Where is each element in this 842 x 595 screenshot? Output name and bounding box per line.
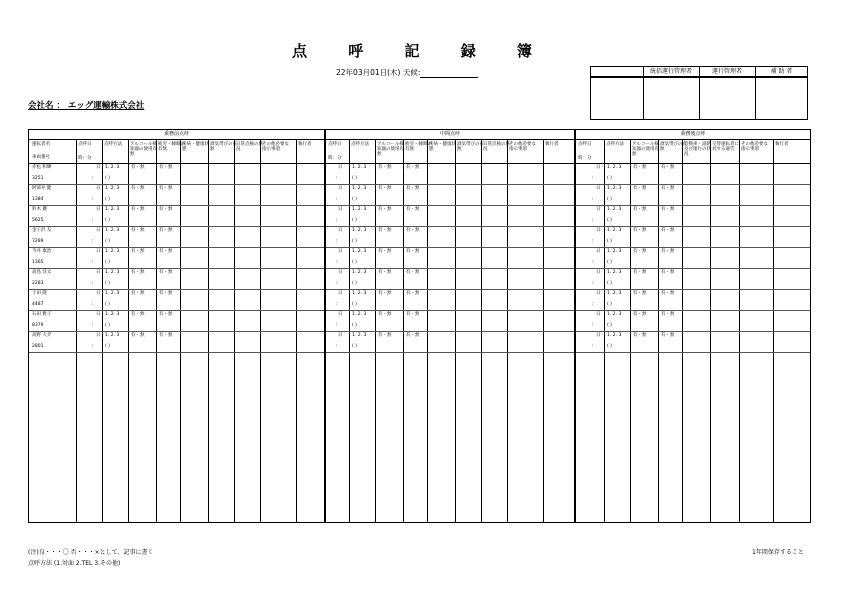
row-line — [29, 310, 324, 311]
footer-retention: 1年間保存すること — [752, 549, 804, 556]
row-line — [29, 352, 324, 353]
time-colon: : — [92, 239, 94, 244]
alcohol-yesno: 有・無 — [378, 291, 392, 296]
row-line — [326, 247, 574, 248]
method-options: 1. 2. 3 — [607, 333, 622, 338]
condition-yesno: 有・無 — [406, 249, 420, 254]
method-other-paren: ( ) — [607, 281, 612, 286]
row-line — [576, 352, 810, 353]
method-options: 1. 2. 3 — [105, 291, 120, 296]
company-name: 会社名 ： エッグ運輸株式会社 — [28, 101, 145, 111]
method-other-paren: ( ) — [352, 323, 357, 328]
method-options: 1. 2. 3 — [607, 312, 622, 317]
method-other-paren: ( ) — [105, 218, 110, 223]
date-mark: 日 — [96, 333, 101, 338]
condition-yesno: 有・無 — [661, 165, 675, 170]
alcohol-yesno: 有・無 — [378, 312, 392, 317]
method-other-paren: ( ) — [105, 344, 110, 349]
date-mark: 日 — [596, 270, 601, 275]
condition-yesno: 有・無 — [406, 186, 420, 191]
date-mark: 日 — [96, 207, 101, 212]
driver-vehicle: 2283 — [32, 281, 44, 286]
method-options: 1. 2. 3 — [105, 228, 120, 233]
time-colon: : — [336, 281, 338, 286]
column-header: 酒気帯びの有無 — [660, 142, 687, 152]
method-options: 1. 2. 3 — [607, 165, 622, 170]
date-mark: 日 — [96, 228, 101, 233]
date-mark: 日 — [596, 312, 601, 317]
approval-header-blank — [591, 67, 643, 77]
row-line — [576, 184, 810, 185]
method-other-paren: ( ) — [105, 176, 110, 181]
driver-vehicle: 3251 — [32, 176, 44, 181]
driver-vehicle: 5625 — [32, 218, 44, 223]
method-other-paren: ( ) — [105, 239, 110, 244]
approval-divider — [643, 67, 644, 119]
date-mark: 日 — [338, 249, 343, 254]
section-title: 乗務前点呼 — [29, 130, 324, 140]
alcohol-yesno: 有・無 — [378, 165, 392, 170]
row-line — [29, 331, 324, 332]
footer-note-marks: (注)良・・・〇 否・・・×として、記事に書く — [28, 549, 154, 556]
condition-yesno: 有・無 — [159, 165, 173, 170]
column-header: 点呼方法 — [351, 142, 369, 147]
method-options: 1. 2. 3 — [352, 291, 367, 296]
method-other-paren: ( ) — [607, 239, 612, 244]
section-block-2 — [575, 129, 811, 523]
date-mark: 日 — [96, 186, 101, 191]
condition-yesno: 有・無 — [661, 207, 675, 212]
approval-header-chief: 統括運行管理者 — [643, 67, 699, 77]
column-header: 自動車・道路及び運行の状況 — [684, 142, 711, 157]
document-title: 点 呼 記 録 簿 — [292, 42, 550, 60]
alcohol-yesno: 有・無 — [131, 312, 145, 317]
date-mark: 日 — [596, 333, 601, 338]
method-options: 1. 2. 3 — [352, 312, 367, 317]
time-colon: : — [336, 323, 338, 328]
method-options: 1. 2. 3 — [607, 228, 622, 233]
approval-divider — [755, 67, 756, 119]
condition-yesno: 有・無 — [406, 228, 420, 233]
approval-header-manager: 運行管理者 — [699, 67, 755, 77]
time-colon: : — [336, 239, 338, 244]
time-colon: : — [592, 281, 594, 286]
column-header: 執行者 — [545, 142, 559, 147]
alcohol-yesno: 有・無 — [378, 333, 392, 338]
section-title: 中間点呼 — [326, 130, 574, 140]
section-title: 乗務後点呼 — [576, 130, 810, 140]
driver-vehicle: 1365 — [32, 260, 44, 265]
date-mark: 日 — [338, 186, 343, 191]
alcohol-yesno: 有・無 — [131, 207, 145, 212]
time-colon: : — [592, 323, 594, 328]
date-mark: 日 — [96, 312, 101, 317]
column-header: 酒気帯びの有無 — [210, 142, 237, 152]
condition-yesno: 有・無 — [159, 291, 173, 296]
condition-yesno: 有・無 — [159, 270, 173, 275]
date-mark: 日 — [338, 228, 343, 233]
time-colon: : — [92, 176, 94, 181]
condition-yesno: 有・無 — [406, 270, 420, 275]
driver-name: 今井 康治 — [32, 249, 52, 254]
date-weather-line — [336, 67, 478, 78]
column-header: 疲労・睡眠の有無 — [405, 142, 432, 152]
method-options: 1. 2. 3 — [607, 270, 622, 275]
alcohol-yesno: 有・無 — [633, 291, 647, 296]
condition-yesno: 有・無 — [159, 249, 173, 254]
column-header: 日常点検の状況 — [483, 142, 510, 152]
condition-yesno: 有・無 — [661, 333, 675, 338]
condition-yesno: 有・無 — [159, 228, 173, 233]
column-header: その他必要な指示事項 — [262, 142, 289, 152]
condition-yesno: 有・無 — [159, 312, 173, 317]
date-mark: 日 — [338, 333, 343, 338]
method-other-paren: ( ) — [352, 239, 357, 244]
alcohol-yesno: 有・無 — [633, 165, 647, 170]
row-line — [576, 226, 810, 227]
date-mark: 日 — [338, 165, 343, 170]
date-mark: 日 — [596, 186, 601, 191]
row-line — [326, 310, 574, 311]
driver-name: 高島 洋太 — [32, 270, 52, 275]
method-other-paren: ( ) — [105, 323, 110, 328]
driver-name: 金子沢 友 — [32, 228, 52, 233]
date-mark: 日 — [596, 165, 601, 170]
method-other-paren: ( ) — [105, 260, 110, 265]
alcohol-yesno: 有・無 — [378, 249, 392, 254]
header-bottom-line — [29, 163, 324, 164]
alcohol-yesno: 有・無 — [633, 186, 647, 191]
method-options: 1. 2. 3 — [607, 207, 622, 212]
column-header: 交替運転者に対する通告 — [712, 142, 739, 152]
alcohol-yesno: 有・無 — [378, 186, 392, 191]
column-header: 疲労・睡眠の有無 — [158, 142, 185, 152]
column-header: アルコール検知器の使用有無 — [130, 142, 157, 157]
header-bottom-line — [576, 163, 810, 164]
date-mark: 日 — [96, 249, 101, 254]
alcohol-yesno: 有・無 — [378, 228, 392, 233]
date-mark: 日 — [338, 312, 343, 317]
method-options: 1. 2. 3 — [105, 312, 120, 317]
method-other-paren: ( ) — [105, 281, 110, 286]
row-line — [29, 184, 324, 185]
column-header: その他必要な指示事項 — [741, 142, 768, 152]
date-mark: 日 — [96, 270, 101, 275]
row-line — [326, 268, 574, 269]
driver-vehicle: 2801 — [32, 344, 44, 349]
condition-yesno: 有・無 — [661, 291, 675, 296]
condition-yesno: 有・無 — [159, 207, 173, 212]
method-other-paren: ( ) — [352, 218, 357, 223]
row-line — [326, 289, 574, 290]
footer-note-methods: 点呼方法 (1.対面 2.TEL 3.その他) — [28, 560, 121, 567]
date-mark: 日 — [96, 291, 101, 296]
column-header: 執行者 — [298, 142, 312, 147]
column-header: 執行者 — [775, 142, 789, 147]
condition-yesno: 有・無 — [661, 186, 675, 191]
time-colon: : — [592, 176, 594, 181]
condition-yesno: 有・無 — [661, 312, 675, 317]
method-options: 1. 2. 3 — [105, 270, 120, 275]
time-header: 時：分 — [78, 156, 92, 161]
row-line — [326, 226, 574, 227]
driver-name: 鈴木 優 — [32, 207, 47, 212]
method-options: 1. 2. 3 — [105, 249, 120, 254]
time-colon: : — [336, 197, 338, 202]
method-options: 1. 2. 3 — [607, 249, 622, 254]
time-colon: : — [336, 344, 338, 349]
alcohol-yesno: 有・無 — [131, 270, 145, 275]
alcohol-yesno: 有・無 — [131, 228, 145, 233]
method-other-paren: ( ) — [607, 323, 612, 328]
method-options: 1. 2. 3 — [607, 291, 622, 296]
approval-box — [590, 66, 808, 120]
alcohol-yesno: 有・無 — [633, 312, 647, 317]
condition-yesno: 有・無 — [159, 333, 173, 338]
alcohol-yesno: 有・無 — [131, 291, 145, 296]
method-options: 1. 2. 3 — [352, 270, 367, 275]
date-mark: 日 — [596, 228, 601, 233]
weather-blank[interactable] — [420, 69, 478, 78]
driver-vehicle: 8379 — [32, 323, 44, 328]
method-other-paren: ( ) — [352, 260, 357, 265]
condition-yesno: 有・無 — [159, 186, 173, 191]
method-options: 1. 2. 3 — [105, 186, 120, 191]
alcohol-yesno: 有・無 — [633, 333, 647, 338]
condition-yesno: 有・無 — [406, 333, 420, 338]
date-mark: 日 — [596, 291, 601, 296]
date-mark: 日 — [338, 270, 343, 275]
alcohol-yesno: 有・無 — [131, 249, 145, 254]
method-options: 1. 2. 3 — [352, 186, 367, 191]
date-mark: 日 — [596, 207, 601, 212]
alcohol-yesno: 有・無 — [131, 186, 145, 191]
driver-header-vehicle: 車両番号 — [32, 155, 50, 160]
method-options: 1. 2. 3 — [105, 207, 120, 212]
method-options: 1. 2. 3 — [352, 228, 367, 233]
condition-yesno: 有・無 — [661, 270, 675, 275]
row-line — [326, 331, 574, 332]
row-line — [326, 352, 574, 353]
driver-name: 石田 雅子 — [32, 312, 52, 317]
header-bottom-line — [326, 163, 574, 164]
condition-yesno: 有・無 — [661, 228, 675, 233]
row-line — [326, 184, 574, 185]
row-line — [576, 268, 810, 269]
method-other-paren: ( ) — [352, 302, 357, 307]
alcohol-yesno: 有・無 — [633, 228, 647, 233]
time-colon: : — [336, 176, 338, 181]
date-weather-text: 22年03月01日(木) 天候: — [336, 68, 421, 77]
column-header: 点呼方法 — [606, 142, 624, 147]
date-mark: 日 — [96, 165, 101, 170]
method-other-paren: ( ) — [105, 197, 110, 202]
time-header: 時：分 — [578, 156, 592, 161]
column-header: 酒気帯びの有無 — [457, 142, 484, 152]
time-colon: : — [92, 281, 94, 286]
alcohol-yesno: 有・無 — [633, 249, 647, 254]
method-other-paren: ( ) — [352, 176, 357, 181]
time-colon: : — [92, 260, 94, 265]
row-line — [576, 310, 810, 311]
date-mark: 日 — [596, 249, 601, 254]
time-colon: : — [92, 344, 94, 349]
driver-vehicle: 7289 — [32, 239, 44, 244]
row-line — [576, 331, 810, 332]
approval-header-assistant: 補 助 者 — [755, 67, 808, 77]
column-header: 点呼日 — [328, 142, 342, 147]
approval-divider — [699, 67, 700, 119]
time-colon: : — [92, 323, 94, 328]
driver-vehicle: 4487 — [32, 302, 44, 307]
method-other-paren: ( ) — [607, 176, 612, 181]
approval-header-line — [591, 77, 807, 78]
method-options: 1. 2. 3 — [105, 165, 120, 170]
method-options: 1. 2. 3 — [105, 333, 120, 338]
row-line — [29, 226, 324, 227]
driver-name: 高野 大介 — [32, 333, 52, 338]
time-colon: : — [336, 302, 338, 307]
driver-name: 阿部井 健 — [32, 186, 52, 191]
method-other-paren: ( ) — [607, 302, 612, 307]
column-header: 日常点検の状況 — [236, 142, 263, 152]
alcohol-yesno: 有・無 — [131, 333, 145, 338]
time-colon: : — [336, 218, 338, 223]
column-header: アルコール検知器の使用有無 — [377, 142, 404, 157]
column-header: その他必要な指示事項 — [509, 142, 536, 152]
column-header: 点呼方法 — [104, 142, 122, 147]
alcohol-yesno: 有・無 — [633, 207, 647, 212]
condition-yesno: 有・無 — [661, 249, 675, 254]
row-line — [576, 205, 810, 206]
alcohol-yesno: 有・無 — [378, 270, 392, 275]
time-colon: : — [592, 302, 594, 307]
method-options: 1. 2. 3 — [352, 207, 367, 212]
time-header: 時：分 — [328, 156, 342, 161]
driver-vehicle: 1384 — [32, 197, 44, 202]
method-options: 1. 2. 3 — [352, 165, 367, 170]
time-colon: : — [92, 218, 94, 223]
alcohol-yesno: 有・無 — [633, 270, 647, 275]
time-colon: : — [592, 239, 594, 244]
condition-yesno: 有・無 — [406, 312, 420, 317]
method-other-paren: ( ) — [352, 344, 357, 349]
row-line — [29, 268, 324, 269]
condition-yesno: 有・無 — [406, 165, 420, 170]
section-block-0 — [28, 129, 325, 523]
time-colon: : — [92, 197, 94, 202]
method-options: 1. 2. 3 — [352, 249, 367, 254]
row-line — [29, 205, 324, 206]
alcohol-yesno: 有・無 — [378, 207, 392, 212]
section-block-1 — [325, 129, 575, 523]
column-header: アルコール検知器の使用有無 — [632, 142, 659, 157]
date-mark: 日 — [338, 207, 343, 212]
column-header: 疾病・健康状態 — [429, 142, 456, 152]
condition-yesno: 有・無 — [406, 207, 420, 212]
date-mark: 日 — [338, 291, 343, 296]
method-other-paren: ( ) — [607, 260, 612, 265]
row-line — [326, 205, 574, 206]
method-other-paren: ( ) — [607, 218, 612, 223]
row-line — [576, 289, 810, 290]
method-options: 1. 2. 3 — [352, 333, 367, 338]
driver-name: 十田 隆 — [32, 291, 47, 296]
time-colon: : — [336, 260, 338, 265]
driver-name: 赤松 和輝 — [32, 165, 52, 170]
method-other-paren: ( ) — [352, 281, 357, 286]
column-header: 点呼日 — [78, 142, 92, 147]
method-other-paren: ( ) — [105, 302, 110, 307]
method-other-paren: ( ) — [607, 344, 612, 349]
row-line — [29, 289, 324, 290]
method-other-paren: ( ) — [352, 197, 357, 202]
method-options: 1. 2. 3 — [607, 186, 622, 191]
alcohol-yesno: 有・無 — [131, 165, 145, 170]
column-header: 疾病・健康状態 — [182, 142, 209, 152]
column-header: 点呼日 — [578, 142, 592, 147]
time-colon: : — [592, 218, 594, 223]
method-other-paren: ( ) — [607, 197, 612, 202]
time-colon: : — [92, 302, 94, 307]
row-line — [29, 247, 324, 248]
time-colon: : — [592, 344, 594, 349]
row-line — [576, 247, 810, 248]
driver-header-name: 運転者名 — [32, 142, 50, 147]
time-colon: : — [592, 260, 594, 265]
condition-yesno: 有・無 — [406, 291, 420, 296]
time-colon: : — [592, 197, 594, 202]
